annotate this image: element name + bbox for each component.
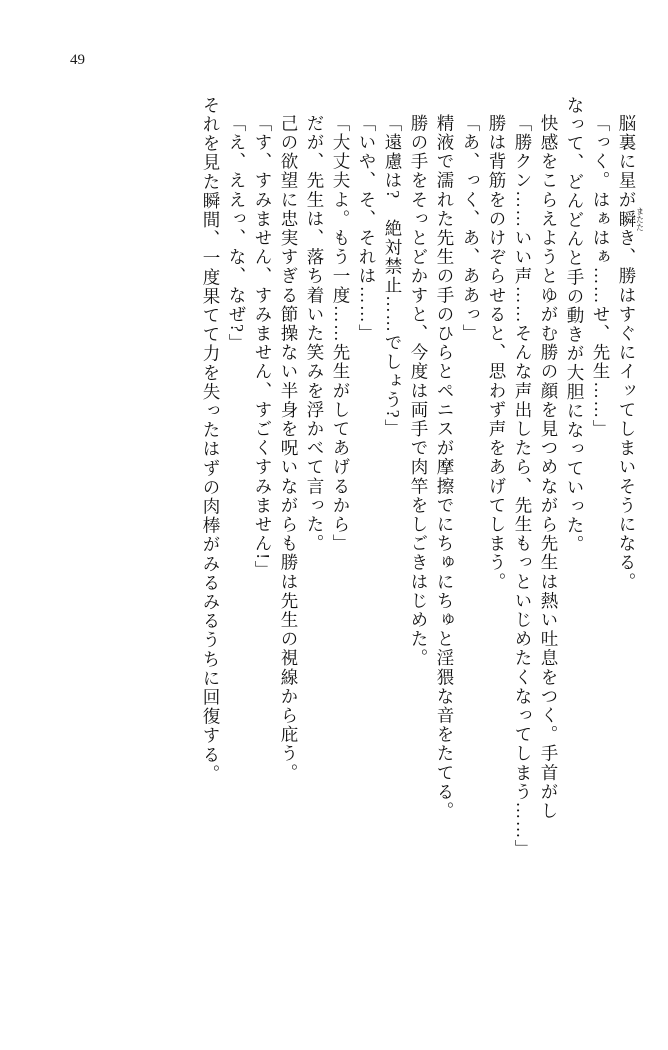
page-number: 49	[70, 52, 85, 68]
text-column: 「大丈夫よ。もう一度……先生がしてあげるから」	[331, 114, 351, 554]
text-column: 「あ、っく、あ、ああっ」	[461, 114, 481, 344]
text-column: だが、先生は、落ち着いた笑みを浮かべて言った。	[305, 114, 325, 554]
text-column: 精液で濡れた先生の手のひらとペニスが摩擦でにちゅにちゅと淫猥な音をたてる。	[435, 114, 455, 821]
text-column: 「遠慮は? 絶対禁止……でしょう?」	[383, 114, 403, 439]
text-column: なって、どんどんと手の動きが大胆になっていった。	[565, 96, 585, 555]
text-column: 勝の手をそっとどかすと、今度は両手で肉竿をしごきはじめた。	[409, 114, 429, 668]
text-column: 「す、すみません、すみません、すごくすみません!」	[253, 114, 273, 580]
text-column: 「っく。はぁはぁ……せ、先生……」	[591, 114, 611, 439]
text-column: 己の欲望に忠実すぎる節操ない半身を呪いながらも勝は先生の視線から庇う。	[279, 114, 299, 783]
ruby-annotation: 瞬またた	[617, 207, 645, 232]
vertical-text-block	[193, 96, 644, 996]
text-column: 「え、ええっ、な、なぜ?」	[227, 114, 247, 353]
text-column: それを見た瞬間、一度果てて力を失ったはずの肉棒がみるみるうちに回復する。	[201, 96, 221, 784]
text-column: 「勝クン……いい声……そんな声出したら、先生もっといじめたくなってしまう……」	[513, 114, 533, 859]
text-column-with-ruby: 脳裏に星が瞬またたき、勝はすぐにイッてしまいそうになる。	[617, 114, 645, 592]
text-column: 「いや、そ、それは……」	[357, 114, 377, 344]
text-column: 快感をこらえようとゆがむ勝の顔を見つめながら先生は熱い吐息をつく。手首がし	[539, 114, 559, 821]
text-column: 勝は背筋をのけぞらせると、思わず声をあげてしまう。	[487, 114, 507, 592]
